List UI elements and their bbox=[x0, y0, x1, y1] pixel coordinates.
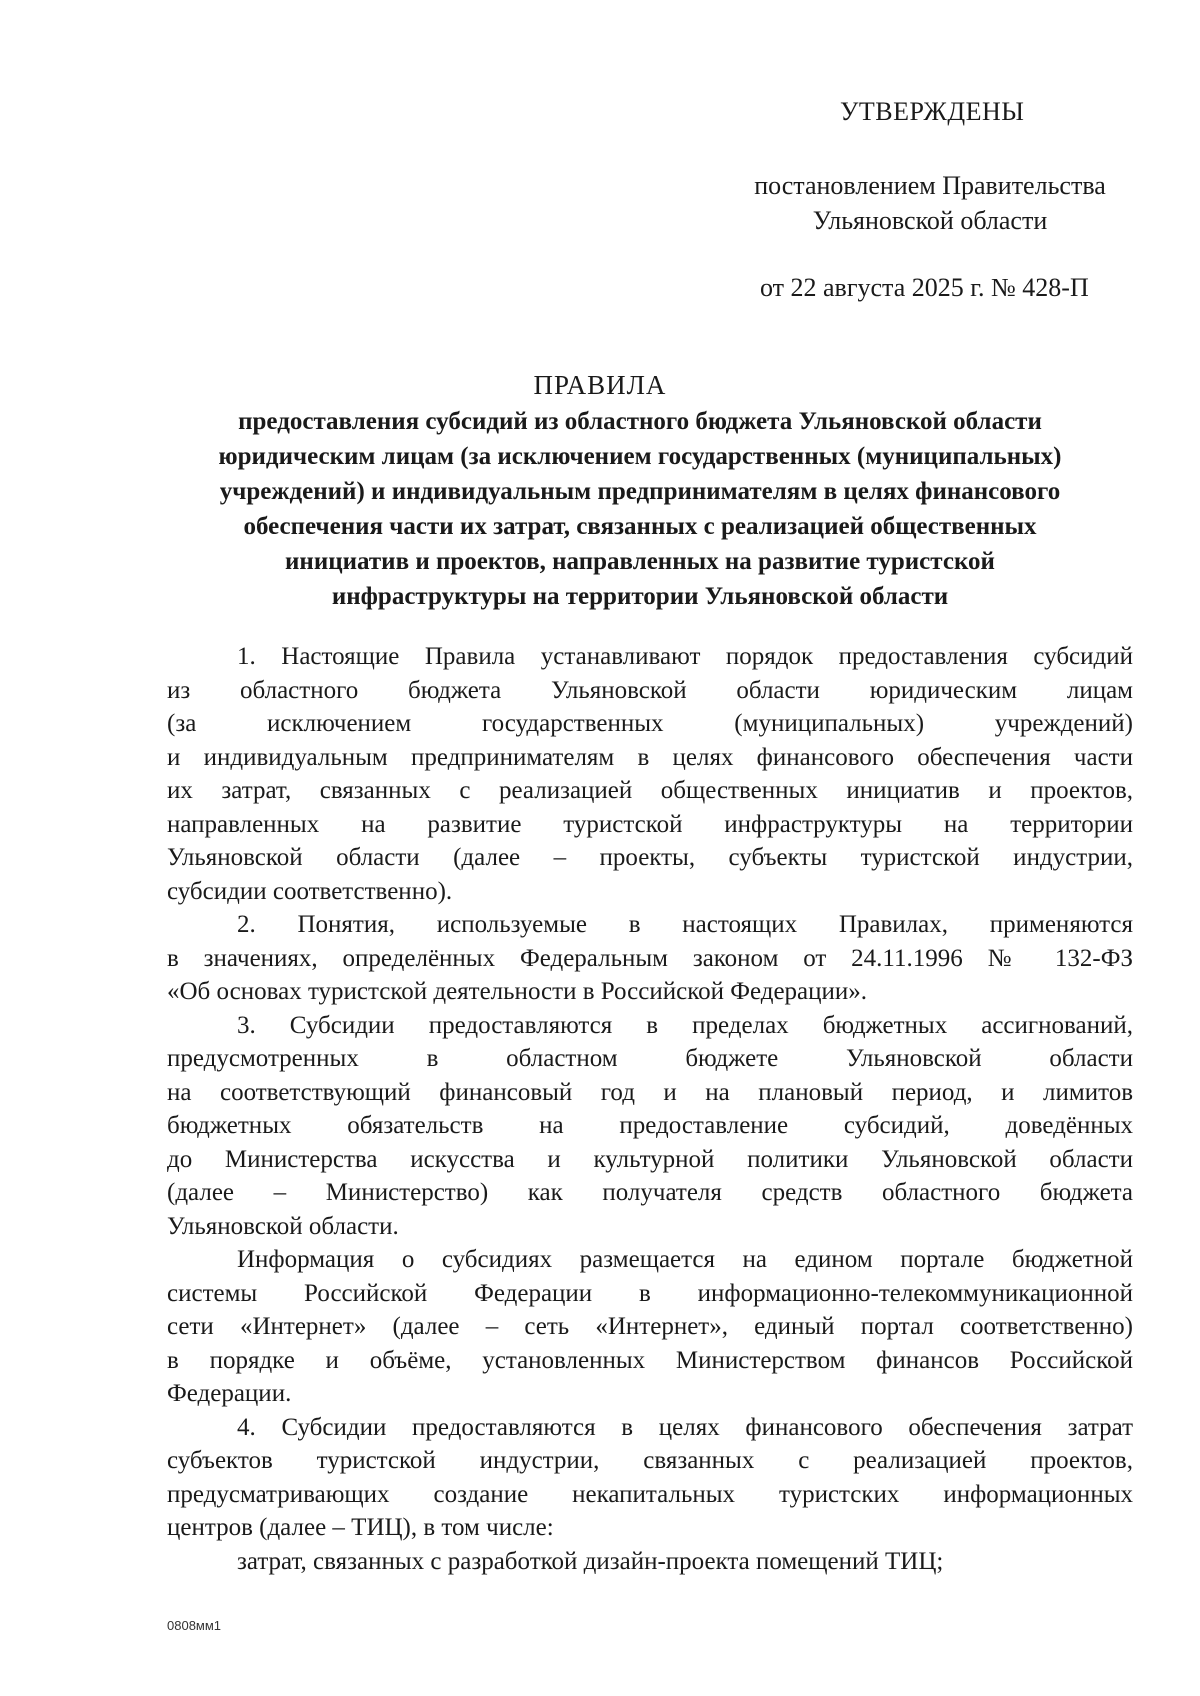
subtitle-line: инициатив и проектов, направленных на развитие туристской bbox=[285, 548, 995, 575]
paragraph-line: Информация о субсидиях размещается на едином портале бюджетной bbox=[237, 1246, 1133, 1273]
paragraph-line: сети «Интернет» (далее – сеть «Интернет», единый портал соответственно) bbox=[167, 1313, 1133, 1340]
paragraph-line: направленных на развитие туристской инфраструктуры на территории bbox=[167, 810, 1133, 838]
paragraph-line: 1. Настоящие Правила устанавливают порядок предоставления субсидий bbox=[237, 643, 1133, 670]
document-title: ПРАВИЛА bbox=[533, 370, 667, 400]
paragraph-line: субъектов туристской индустрии, связанных с реализацией проектов, bbox=[167, 1447, 1133, 1474]
approval-date-number: от 22 августа 2025 г. № 428-П bbox=[760, 273, 1089, 302]
document-body bbox=[167, 640, 1133, 1578]
paragraph-line: в порядке и объёме, установленных Министерством финансов Российской bbox=[167, 1346, 1133, 1374]
approval-authority-line: постановлением Правительства bbox=[754, 171, 1106, 200]
subtitle-line: учреждений) и индивидуальным предпринимателям в целях финансового bbox=[219, 478, 1061, 505]
paragraph-line: 3. Субсидии предоставляются в пределах бюджетных ассигнований, bbox=[237, 1011, 1133, 1039]
subtitle-line: обеспечения части их затрат, связанных с реализацией общественных bbox=[243, 513, 1037, 540]
paragraph-line: в значениях, определённых Федеральным законом от 24.11.1996 № 132-ФЗ bbox=[167, 944, 1133, 972]
paragraph-line: предусмотренных в областном бюджете Ульяновской области bbox=[167, 1045, 1133, 1072]
subtitle-line: юридическим лицам (за исключением государственных (муниципальных) bbox=[218, 443, 1062, 470]
paragraph-line: 2. Понятия, используемые в настоящих Правилах, применяются bbox=[237, 911, 1133, 938]
paragraph-line: субсидии соответственно). bbox=[167, 877, 453, 905]
paragraph-line: 4. Субсидии предоставляются в целях финансового обеспечения затрат bbox=[237, 1413, 1133, 1441]
paragraph-line: (далее – Министерство) как получателя средств областного бюджета bbox=[167, 1179, 1133, 1206]
paragraph-line: на соответствующий финансовый год и на плановый период, и лимитов bbox=[167, 1078, 1133, 1106]
subtitle-line: инфраструктуры на территории Ульяновской области bbox=[331, 583, 949, 610]
paragraph bbox=[167, 640, 1133, 908]
paragraph-line: системы Российской Федерации в информационно-телекоммуникационной bbox=[167, 1279, 1133, 1307]
paragraph-line: (за исключением государственных (муниципальных) учреждений) bbox=[167, 710, 1133, 737]
approval-stamp-title: УТВЕРЖДЕНЫ bbox=[840, 97, 1025, 126]
paragraph-line: центров (далее – ТИЦ), в том числе: bbox=[167, 1514, 554, 1541]
paragraph-line: затрат, связанных с разработкой дизайн-проекта помещений ТИЦ; bbox=[237, 1547, 944, 1575]
paragraph-line: предусматривающих создание некапитальных туристских информационных bbox=[167, 1480, 1133, 1508]
paragraph-line: до Министерства искусства и культурной политики Ульяновской области bbox=[167, 1145, 1133, 1173]
paragraph-line: Ульяновской области (далее – проекты, субъекты туристской индустрии, bbox=[167, 844, 1133, 871]
paragraph-line: их затрат, связанных с реализацией общественных инициатив и проектов, bbox=[167, 777, 1133, 804]
paragraph-line: бюджетных обязательств на предоставление субсидий, доведённых bbox=[167, 1112, 1133, 1139]
paragraph bbox=[167, 1243, 1133, 1411]
subtitle-line: предоставления субсидий из областного бюджета Ульяновской области bbox=[238, 408, 1042, 435]
paragraph bbox=[167, 1411, 1133, 1545]
paragraph bbox=[167, 908, 1133, 1009]
document-code: 0808мм1 bbox=[167, 1618, 222, 1633]
paragraph-line: Федерации. bbox=[167, 1380, 292, 1407]
approval-authority-line: Ульяновской области bbox=[812, 206, 1048, 235]
paragraph-line: Ульяновской области. bbox=[167, 1212, 399, 1240]
paragraph-line: из областного бюджета Ульяновской области юридическим лицам bbox=[167, 676, 1133, 704]
paragraph bbox=[167, 1545, 1133, 1579]
approval-authority bbox=[720, 168, 1140, 238]
document-subtitle bbox=[150, 404, 1130, 614]
paragraph-line: «Об основах туристской деятельности в Российской Федерации». bbox=[167, 978, 868, 1005]
paragraph bbox=[167, 1009, 1133, 1244]
paragraph-line: и индивидуальным предпринимателям в целях финансового обеспечения части bbox=[167, 743, 1133, 771]
